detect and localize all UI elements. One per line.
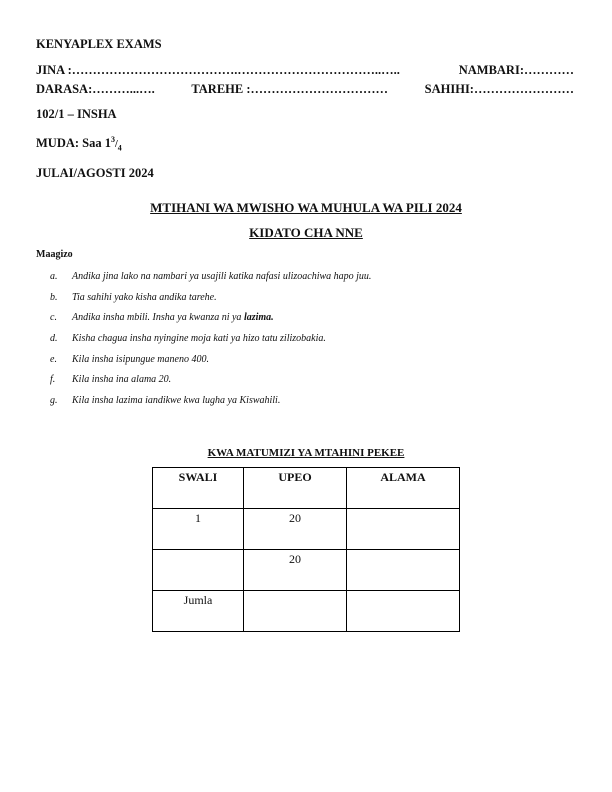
exam-session: JULAI/AGOSTI 2024: [36, 166, 154, 180]
item-letter: g.: [50, 395, 58, 407]
header-swali: SWALI: [153, 468, 244, 509]
item-text-emphasis: lazima.: [243, 312, 274, 324]
item-text: Kila insha lazima iandikwe kwa lugha ya Kiswahili.: [72, 395, 281, 407]
item-letter: d.: [50, 333, 58, 345]
form-level: KIDATO CHA NNE: [249, 225, 363, 240]
cell-swali: 1: [153, 509, 244, 550]
exam-title: MTIHANI WA MWISHO WA MUHULA WA PILI 2024: [150, 200, 462, 215]
list-item: [50, 312, 371, 333]
darasa-field: DARASA:………...….: [36, 82, 155, 96]
marks-table: [152, 467, 460, 632]
jina-field: JINA :………………………………….……………………………..…..: [36, 63, 400, 77]
muda-fraction-numerator: 3: [111, 135, 115, 144]
list-item: [50, 374, 371, 395]
instructions-title: Maagizo: [36, 249, 73, 260]
header-upeo: UPEO: [244, 468, 347, 509]
item-letter: e.: [50, 353, 57, 365]
table-row: [153, 591, 460, 632]
item-letter: a.: [50, 271, 58, 282]
instructions-list: [50, 271, 371, 416]
muda: MUDA: Saa $1^3/_4$: [36, 135, 122, 153]
nambari-field: NAMBARI:…………: [458, 63, 574, 77]
list-item: [50, 333, 371, 354]
list-item: [50, 354, 371, 375]
cell-swali: [153, 550, 244, 591]
item-text: [72, 312, 274, 333]
muda-fraction-denominator: 4: [117, 143, 122, 153]
list-item: [50, 292, 371, 313]
cell-alama[interactable]: [347, 591, 460, 632]
table-row: [153, 550, 460, 591]
cell-upeo: 20: [244, 509, 347, 550]
item-letter: c.: [50, 312, 57, 324]
item-text: Kila insha ina alama 20.: [72, 374, 172, 386]
item-text: Andika jina lako na nambari ya usajili katika nafasi ulizoachiwa hapo juu.: [72, 271, 372, 282]
list-item: [50, 271, 371, 292]
sahihi-field: SAHIHI:……………………: [424, 82, 574, 96]
marks-table-title: KWA MATUMIZI YA MTAHINI PEKEE: [207, 447, 405, 459]
item-text: Kila insha isipungue maneno 400.: [72, 353, 209, 365]
table-header-row: [153, 468, 460, 509]
item-text: Kisha chagua insha nyingine moja kati ya hizo tatu zilizobakia.: [72, 333, 326, 345]
name-number-row: [36, 63, 574, 78]
cell-upeo: [244, 591, 347, 632]
table-row: [153, 509, 460, 550]
item-text: Tia sahihi yako kisha andika tarehe.: [72, 291, 217, 303]
cell-alama[interactable]: [347, 550, 460, 591]
list-item: [50, 395, 371, 416]
tarehe-field: TAREHE :……………………………: [191, 82, 389, 96]
cell-alama[interactable]: [347, 509, 460, 550]
header-alama: ALAMA: [347, 468, 460, 509]
paper-code: 102/1 – INSHA: [36, 107, 117, 121]
cell-jumla-label: Jumla: [153, 591, 244, 632]
muda-label: MUDA: Saa 1: [36, 136, 111, 151]
cell-upeo: 20: [244, 550, 347, 591]
item-letter: f.: [50, 374, 56, 386]
item-text-main: Andika insha mbili. Insha ya kwanza ni ya: [72, 312, 244, 324]
exam-body: KENYAPLEX EXAMS: [36, 37, 162, 51]
class-date-signature-row: [36, 82, 574, 97]
item-letter: b.: [50, 291, 58, 303]
